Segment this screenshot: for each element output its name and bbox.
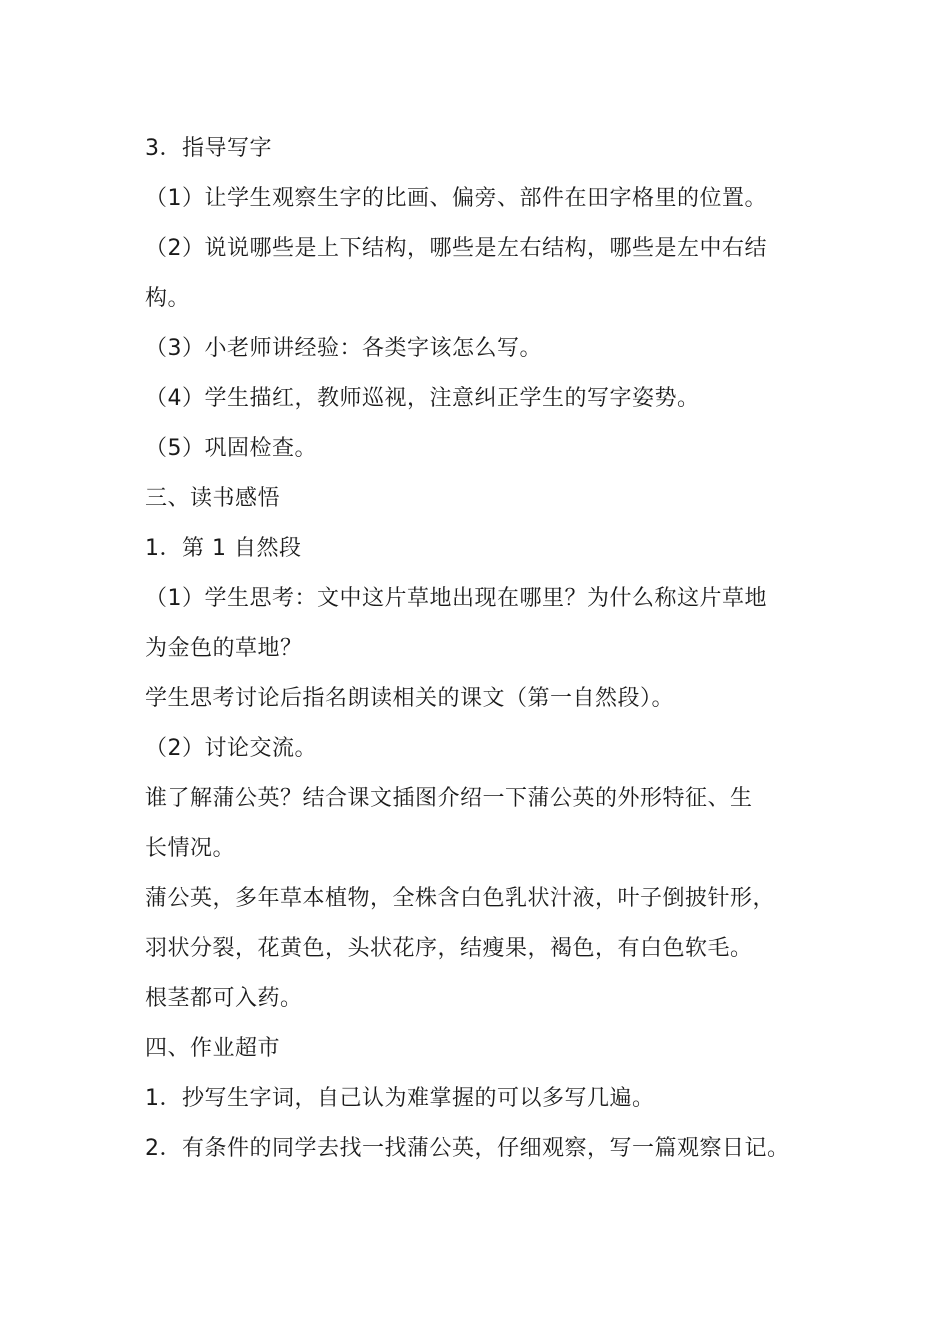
document-body: [145, 124, 845, 1174]
paragraph-line: 2．有条件的同学去找一找蒲公英，仔细观察，写一篇观察日记。: [145, 1136, 790, 1161]
paragraph-line: （1）让学生观察生字的比画、偏旁、部件在田字格里的位置。: [145, 186, 767, 211]
paragraph-line: 谁了解蒲公英？结合课文插图介绍一下蒲公英的外形特征、生: [145, 786, 753, 811]
paragraph-line: （2）讨论交流。: [145, 736, 317, 761]
paragraph-line: 蒲公英，多年草本植物，全株含白色乳状汁液，叶子倒披针形，: [145, 886, 776, 911]
paragraph-line: 长情况。: [145, 836, 236, 861]
paragraph-line: 为金色的草地？: [145, 636, 303, 661]
paragraph-line: 1．抄写生字词，自己认为难掌握的可以多写几遍。: [145, 1086, 655, 1111]
paragraph-line: 学生思考讨论后指名朗读相关的课文（第一自然段）。: [145, 686, 675, 711]
paragraph-line: （1）学生思考：文中这片草地出现在哪里？为什么称这片草地: [145, 586, 767, 611]
paragraph-line: 构。: [145, 286, 191, 311]
paragraph-line: （4）学生描红，教师巡视，注意纠正学生的写字姿势。: [145, 386, 700, 411]
paragraph-line: （5）巩固检查。: [145, 436, 317, 461]
paragraph-line: （3）小老师讲经验：各类字该怎么写。: [145, 336, 542, 361]
section-heading-writing: 3．指导写字: [145, 136, 272, 161]
paragraph-line: 羽状分裂，花黄色，头状花序，结瘦果，褐色，有白色软毛。: [145, 936, 753, 961]
paragraph-line: 根茎都可入药。: [145, 986, 303, 1011]
subsection-heading: 1．第 1 自然段: [145, 536, 302, 561]
paragraph-line: （2）说说哪些是上下结构，哪些是左右结构，哪些是左中右结: [145, 236, 767, 261]
section-heading-reading: 三、读书感悟: [145, 486, 281, 511]
section-heading-homework: 四、作业超市: [145, 1036, 281, 1061]
